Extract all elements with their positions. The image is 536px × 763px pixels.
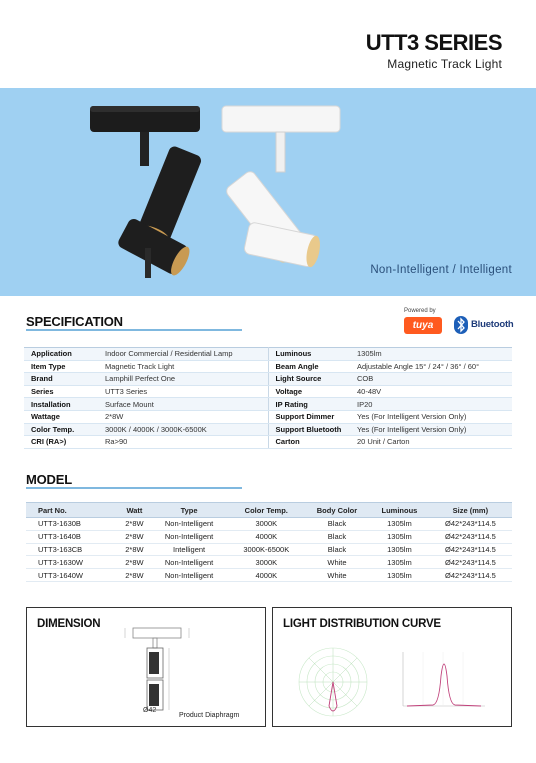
cell: 3000K	[229, 556, 304, 569]
dimension-heading: DIMENSION	[37, 618, 101, 630]
col-body-color: Body Color	[304, 503, 370, 518]
spec-value: 40-48V	[350, 385, 512, 398]
bluetooth-icon	[454, 316, 468, 334]
spec-value: Magnetic Track Light	[98, 360, 268, 373]
model-underline	[26, 487, 242, 489]
black-track-light-image	[90, 106, 203, 278]
powered-by-label: Powered by	[404, 308, 436, 314]
spec-value: 1305lm	[350, 348, 512, 361]
table-row	[26, 518, 512, 531]
model-heading: MODEL	[26, 472, 72, 487]
table-row	[26, 556, 512, 569]
spec-value: 3000K / 4000K / 3000K-6500K	[98, 423, 268, 436]
cell: Non-Intelligent	[149, 569, 228, 582]
spec-key: Carton	[268, 436, 350, 449]
cell: Ø42*243*114.5	[429, 569, 512, 582]
spec-value: 2*8W	[98, 410, 268, 423]
version-caption: Non-Intelligent / Intelligent	[370, 264, 512, 276]
table-row	[26, 569, 512, 582]
specification-underline	[26, 329, 242, 331]
light-distribution-heading: LIGHT DISTRIBUTION CURVE	[283, 618, 441, 630]
linear-distribution-chart	[399, 646, 489, 716]
cell: White	[304, 569, 370, 582]
spec-row	[24, 423, 512, 436]
cell: Non-Intelligent	[149, 556, 228, 569]
spec-key: Luminous	[268, 348, 350, 361]
cell: 4000K	[229, 569, 304, 582]
cell: UTT3-1630B	[26, 518, 119, 531]
spec-key: Application	[24, 348, 98, 361]
table-row	[26, 530, 512, 543]
dimension-caption: Product Diaphragm	[179, 712, 240, 719]
cell: UTT3-1640B	[26, 530, 119, 543]
col-color-temp: Color Temp.	[229, 503, 304, 518]
cell: Ø42*243*114.5	[429, 530, 512, 543]
cell: Non-Intelligent	[149, 518, 228, 531]
spec-key: Wattage	[24, 410, 98, 423]
cell: Black	[304, 530, 370, 543]
spec-value: UTT3 Series	[98, 385, 268, 398]
specification-table	[24, 347, 512, 449]
cell: 1305lm	[370, 556, 429, 569]
diameter-label: Ø42	[143, 707, 157, 714]
page-subtitle: Magnetic Track Light	[387, 57, 502, 71]
cell: 2*8W	[119, 569, 149, 582]
cell: UTT3-1640W	[26, 569, 119, 582]
spec-value: Surface Mount	[98, 398, 268, 411]
spec-value: Yes (For Intelligent Version Only)	[350, 410, 512, 423]
col-luminous: Luminous	[370, 503, 429, 518]
spec-row	[24, 410, 512, 423]
model-header-row	[26, 503, 512, 518]
dimension-panel	[26, 607, 266, 727]
cell: UTT3-1630W	[26, 556, 119, 569]
cell: UTT3-163CB	[26, 543, 119, 556]
spec-row	[24, 385, 512, 398]
spec-key: Series	[24, 385, 98, 398]
spec-key: Light Source	[268, 373, 350, 386]
cell: Ø42*243*114.5	[429, 518, 512, 531]
dimension-drawing	[115, 614, 235, 714]
cell: Intelligent	[149, 543, 228, 556]
bluetooth-label: Bluetooth	[471, 319, 514, 330]
cell: Black	[304, 543, 370, 556]
spec-value: Yes (For Intelligent Version Only)	[350, 423, 512, 436]
cell: 1305lm	[370, 518, 429, 531]
spec-row	[24, 398, 512, 411]
spec-value: IP20	[350, 398, 512, 411]
col-watt: Watt	[119, 503, 149, 518]
spec-key: Color Temp.	[24, 423, 98, 436]
light-distribution-panel	[272, 607, 512, 727]
cell: 3000K-6500K	[229, 543, 304, 556]
cell: 2*8W	[119, 518, 149, 531]
cell: Non-Intelligent	[149, 530, 228, 543]
spec-value: Lamphill Perfect One	[98, 373, 268, 386]
cell: 3000K	[229, 518, 304, 531]
spec-key: Support Dimmer	[268, 410, 350, 423]
spec-row	[24, 360, 512, 373]
spec-key: Installation	[24, 398, 98, 411]
spec-value: COB	[350, 373, 512, 386]
white-track-light-image	[222, 106, 340, 268]
spec-key: Item Type	[24, 360, 98, 373]
spec-value: Adjustable Angle 15° / 24° / 36° / 60°	[350, 360, 512, 373]
spec-key: Voltage	[268, 385, 350, 398]
table-row	[26, 543, 512, 556]
spec-row	[24, 348, 512, 361]
col-size: Size (mm)	[429, 503, 512, 518]
col-type: Type	[149, 503, 228, 518]
cell: Black	[304, 518, 370, 531]
spec-value: Indoor Commercial / Residential Lamp	[98, 348, 268, 361]
cell: 2*8W	[119, 543, 149, 556]
model-table	[26, 502, 512, 582]
spec-key: Beam Angle	[268, 360, 350, 373]
cell: 4000K	[229, 530, 304, 543]
cell: Ø42*243*114.5	[429, 543, 512, 556]
spec-value: Ra>90	[98, 436, 268, 449]
spec-key: Brand	[24, 373, 98, 386]
polar-distribution-chart	[293, 642, 373, 722]
col-part-no: Part No.	[26, 503, 119, 518]
cell: Ø42*243*114.5	[429, 556, 512, 569]
product-hero-banner	[0, 88, 536, 296]
cell: 2*8W	[119, 530, 149, 543]
spec-key: IP Rating	[268, 398, 350, 411]
tuya-logo: tuya	[404, 317, 442, 334]
specification-heading: SPECIFICATION	[26, 314, 123, 329]
cell: 1305lm	[370, 543, 429, 556]
cell: White	[304, 556, 370, 569]
page-title: UTT3 SERIES	[365, 30, 502, 55]
spec-key: CRI (RA>)	[24, 436, 98, 449]
spec-value: 20 Unit / Carton	[350, 436, 512, 449]
page-header	[0, 0, 536, 88]
cell: 1305lm	[370, 530, 429, 543]
spec-key: Support Bluetooth	[268, 423, 350, 436]
cell: 2*8W	[119, 556, 149, 569]
spec-row	[24, 436, 512, 449]
spec-row	[24, 373, 512, 386]
cell: 1305lm	[370, 569, 429, 582]
